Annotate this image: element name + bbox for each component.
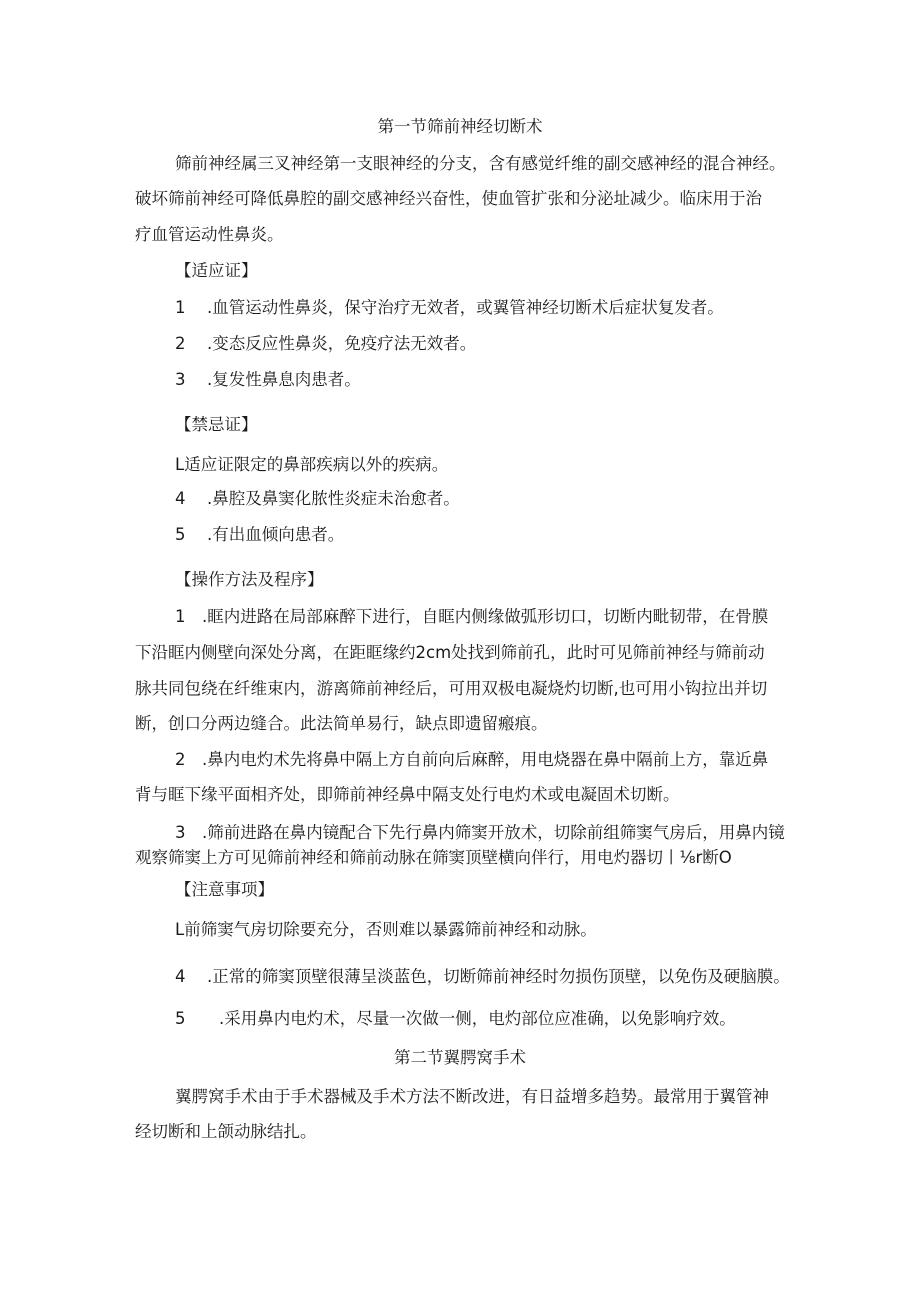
section-1-intro-line-2: 破坏筛前神经可降低鼻腔的副交感神经兴奋性，使血管扩张和分泌址减少。临床用于治 [135,189,762,208]
procedure-1-line-1: 1 .眶内进路在局部麻醉下进行，自眶内侧缘做弧形切口，切断内毗韧带，在骨膜 [175,607,769,626]
procedure-3-line-1: 3 .筛前进路在鼻内镜配合下先行鼻内筛窦开放术，切除前组筛窦气房后，用鼻内镜 [175,823,785,842]
section-1-intro-line-1: 筛前神经属三叉神经第一支眼神经的分支，含有感觉纤维的副交感神经的混合神经。 [175,154,786,173]
section-2-intro-line-2: 经切断和上颌动脉结扎。 [135,1122,317,1141]
section-1-title: 第一节筛前神经切断术 [377,117,543,136]
indication-item-3 [175,370,361,390]
note-item-3 [175,1009,736,1029]
contraindication-number: 5 [175,525,186,544]
indication-item-1 [175,298,724,318]
procedure-heading: 【操作方法及程序】 [175,570,324,589]
procedure-2-line-1: 2 .鼻内电灼术先将鼻中隔上方自前向后麻醉，用电烧器在鼻中隔前上方，靠近鼻 [175,750,769,769]
contraindication-text: .鼻腔及鼻窦化脓性炎症未治愈者。 [207,489,460,508]
note-item-1 [175,920,597,940]
contraindication-text: .有出血倾向患者。 [207,525,345,544]
note-text: L前筛窦气房切除要充分，否则难以暴露筛前神经和动脉。 [175,920,597,939]
contraindication-item-3 [175,525,344,545]
indication-number: 3 [175,370,186,389]
contraindication-text: L适应证限定的鼻部疾病以外的疾病。 [175,455,449,474]
note-number: 5 [175,1009,186,1028]
indications-heading: 【适应证】 [175,261,258,280]
procedure-1-line-2: 下沿眶内侧壁向深处分离，在距眶缘约2cm处找到筛前孔，此时可见筛前神经与筛前动 [135,643,765,662]
procedure-2-line-2: 背与眶下缘平面相齐处，即筛前神经鼻中隔支处行电灼术或电凝固术切断。 [135,785,680,804]
indication-text: .变态反应性鼻炎，免疫疗法无效者。 [207,334,477,353]
procedure-3-line-2: 观察筛窦上方可见筛前神经和筛前动脉在筛窦顶壁横向伴行，用电灼器切丨⅛r断O [135,848,732,867]
note-item-2 [175,967,790,987]
indication-number: 2 [175,334,186,353]
indication-number: 1 [175,298,186,317]
section-1-intro-line-3: 疗血管运动性鼻炎。 [135,225,284,244]
procedure-1-line-4: 断，创口分两边缝合。此法简单易行，缺点即遗留瘢痕。 [135,714,548,733]
indication-text: .血管运动性鼻炎，保守治疗无效者，或翼管神经切断术后症状复发者。 [207,298,724,317]
contraindication-item-1 [175,455,448,475]
procedure-1-line-3: 脉共同包绕在纤维束内，游离筛前神经后，可用双极电凝烧灼切断,也可用小钩拉出并切 [135,679,768,698]
section-2-intro-line-1: 翼腭窝手术由于手术器械及手术方法不断改进，有日益增多趋势。最常用于翼管神 [175,1087,769,1106]
notes-heading: 【注意事项】 [175,880,274,899]
contraindication-item-2 [175,489,460,509]
indication-text: .复发性鼻息肉患者。 [207,370,361,389]
indication-item-2 [175,334,476,354]
note-text: .采用鼻内电灼术，尽量一次做一侧，电灼部位应准确，以免影响疗效。 [219,1009,736,1028]
note-text: .正常的筛窦顶壁很薄呈淡蓝色，切断筛前神经时勿损伤顶壁，以免伤及硬脑膜。 [207,967,790,986]
section-2-title: 第二节翼腭窝手术 [394,1048,526,1067]
note-number: 4 [175,967,186,986]
contraindications-heading: 【禁忌证】 [175,415,258,434]
contraindication-number: 4 [175,489,186,508]
